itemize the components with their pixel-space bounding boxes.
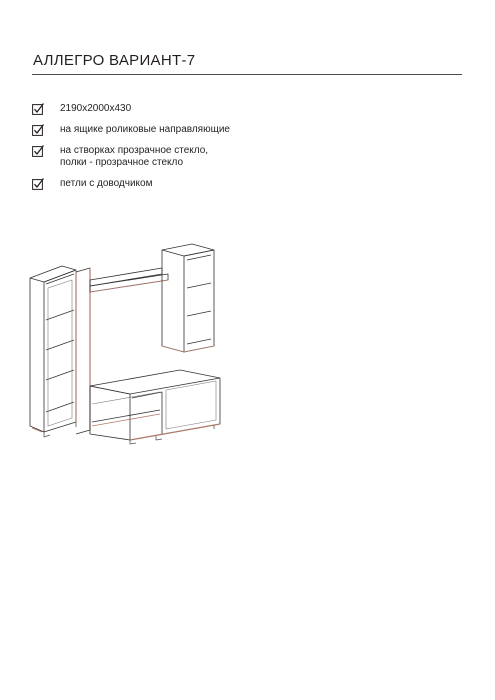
central-side-panel: [76, 268, 90, 434]
left-tall-cabinet: [30, 266, 76, 437]
page-title: АЛЛЕГРО ВАРИАНТ-7: [33, 52, 196, 69]
feature-item: [32, 103, 452, 115]
checkbox-checked-icon: [32, 145, 44, 157]
feature-item: [32, 124, 452, 136]
top-shelf: [90, 268, 168, 292]
furniture-wall-unit-drawing: [20, 240, 230, 450]
feature-text: петли с доводчиком: [60, 178, 153, 189]
checkbox-checked-icon: [32, 103, 44, 115]
feature-text: полки - прозрачное стекло: [60, 157, 184, 168]
tv-stand: [90, 370, 220, 444]
feature-text: на створках прозрачное стекло,: [60, 145, 209, 156]
title-divider: [32, 74, 462, 75]
feature-list: [32, 103, 452, 199]
feature-item: [32, 178, 452, 190]
checkbox-checked-icon: [32, 124, 44, 136]
feature-text: на ящике роликовые направляющие: [60, 124, 230, 135]
checkbox-checked-icon: [32, 178, 44, 190]
wall-cabinet: [162, 244, 214, 352]
feature-item: [32, 145, 452, 169]
feature-text: 2190x2000x430: [60, 103, 132, 114]
